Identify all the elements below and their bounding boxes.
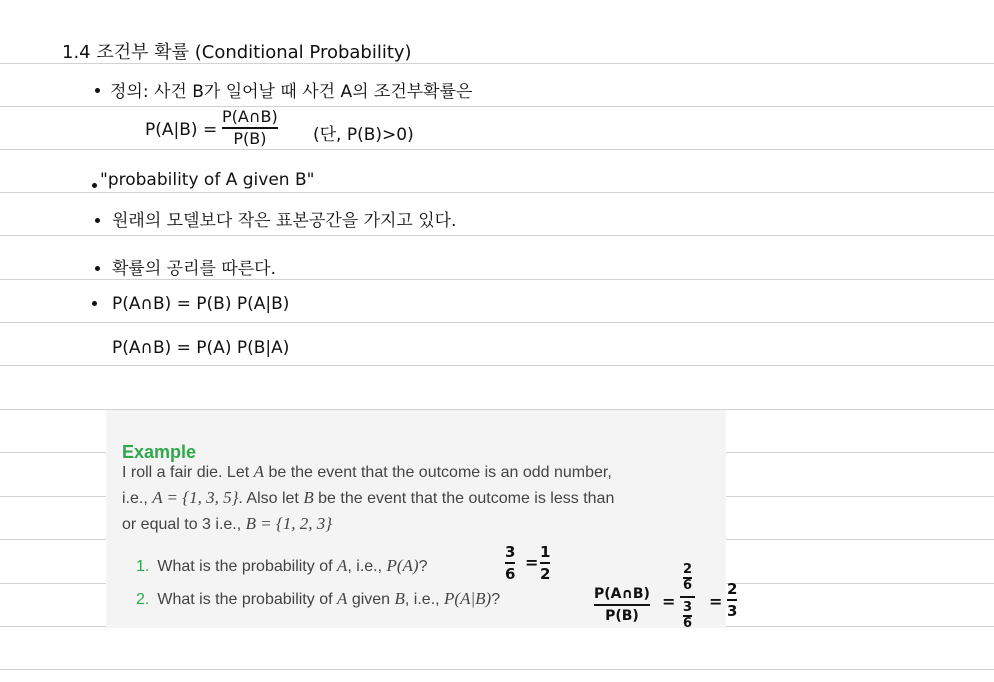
ruled-line (0, 322, 994, 323)
answer-1-equals: = (525, 553, 539, 572)
ruled-line (0, 669, 994, 670)
formula-fraction (222, 108, 278, 148)
answer-1-result: 1 2 (540, 543, 551, 583)
ruled-line (0, 279, 994, 280)
question-1: 1. What is the probability of A, i.e., P(A)? (136, 556, 428, 575)
definition-text: 정의: 사건 B가 일어날 때 사건 A의 조건부확률은 (110, 82, 473, 102)
formula-denominator: P(B) (233, 129, 267, 148)
ruled-line (0, 106, 994, 107)
formula-numerator: P(A∩B) (222, 107, 278, 126)
example-line-2: i.e., A = {1, 3, 5}. Also let B be the event that the outcome is less than (122, 488, 615, 507)
ruled-line (0, 235, 994, 236)
main-fraction-bar (680, 596, 695, 598)
formula-condition: (단, P(B)>0) (313, 125, 414, 145)
ruled-line (0, 149, 994, 150)
given-phrase: "probability of A given B" (100, 170, 315, 190)
answer-2-formula: P(A∩B) P(B) (594, 586, 650, 624)
bullet-dot (92, 301, 97, 306)
axioms-text: 확률의 공리를 따른다. (112, 259, 277, 279)
answer-1-fraction: 3 6 (505, 543, 516, 583)
mult-rule-1: P(A∩B) = P(B) P(A|B) (112, 294, 290, 314)
question-2: 2. What is the probability of A given B, i.e., P(A|B)? (136, 589, 501, 608)
formula-lhs: P(A|B) = (145, 120, 218, 140)
section-title: 1.4 조건부 확률 (Conditional Probability) (62, 42, 412, 63)
example-title: Example (122, 442, 197, 462)
fraction-bar (540, 562, 550, 564)
answer-2-complex-fraction: 2 6 3 6 (683, 563, 692, 631)
answer-2-result: 2 3 (727, 580, 738, 620)
ruled-line (0, 192, 994, 193)
bullet-dot (95, 266, 100, 271)
answer-2-equals-1: = (662, 592, 676, 611)
fraction-bar (727, 599, 737, 601)
bullet-dot (95, 88, 100, 93)
bullet-dot (92, 183, 97, 188)
smaller-space-text: 원래의 모델보다 작은 표본공간을 가지고 있다. (112, 211, 457, 231)
example-line-1: I roll a fair die. Let A be the event that the outcome is an odd number, (122, 462, 612, 481)
example-line-3: or equal to 3 i.e., B = {1, 2, 3} (122, 514, 333, 533)
ruled-line (0, 365, 994, 366)
fraction-bar (594, 604, 650, 606)
bullet-dot (95, 218, 100, 223)
mult-rule-2: P(A∩B) = P(A) P(B|A) (112, 338, 290, 358)
fraction-bar (505, 562, 515, 564)
answer-2-equals-2: = (709, 592, 723, 611)
